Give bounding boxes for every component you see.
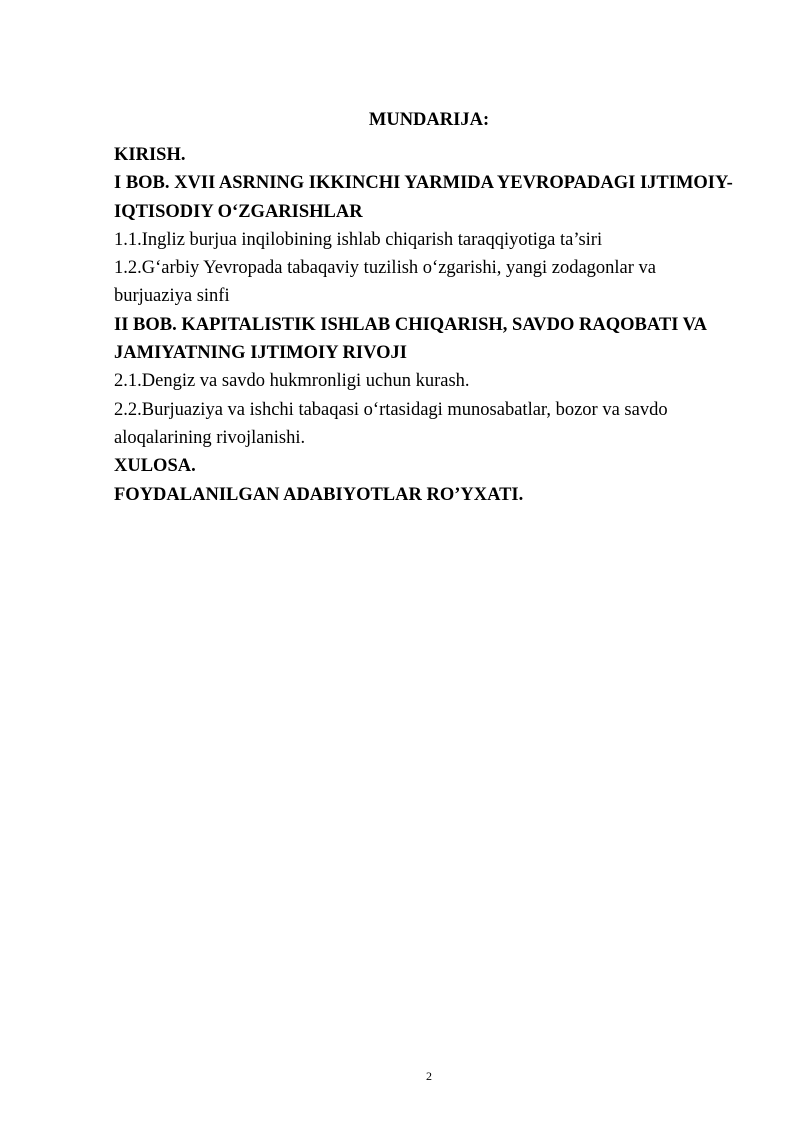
table-of-contents — [114, 141, 734, 509]
toc-title: MUNDARIJA: — [368, 110, 490, 130]
page-number: 2 — [426, 1069, 432, 1083]
toc-entry-section-1-1: 1.1.Ingliz burjua inqilobining ishlab chiqarish taraqqiyotiga ta’siri — [114, 229, 603, 250]
toc-entry-chapter-2: II BOB. KAPITALISTIK ISHLAB CHIQARISH, SAVDO RAQOBATI VA JAMIYATNING IJTIMOIY RIVOJI — [114, 314, 706, 364]
toc-entry-chapter-1: I BOB. XVII ASRNING IKKINCHI YARMIDA YEVROPADAGI IJTIMOIY-IQTISODIY O‘ZGARISHLAR — [114, 173, 733, 222]
toc-entry-section-1-2: 1.2.G‘arbiy Yevropada tabaqaviy tuzilish o‘zgarishi, yangi zodagonlar va burjuaziya sinfi — [114, 258, 657, 307]
toc-entry-section-2-1: 2.1.Dengiz va savdo hukmronligi uchun kurash. — [114, 371, 470, 392]
toc-entry-conclusion: XULOSA. — [114, 456, 196, 477]
toc-entry-introduction: KIRISH. — [114, 145, 186, 165]
toc-entry-section-2-2: 2.2.Burjuaziya va ishchi tabaqasi o‘rtasidagi munosabatlar, bozor va savdo aloqalarining rivojlanishi. — [114, 399, 668, 448]
toc-entry-references: FOYDALANILGAN ADABIYOTLAR RO’YXATI. — [114, 484, 524, 505]
